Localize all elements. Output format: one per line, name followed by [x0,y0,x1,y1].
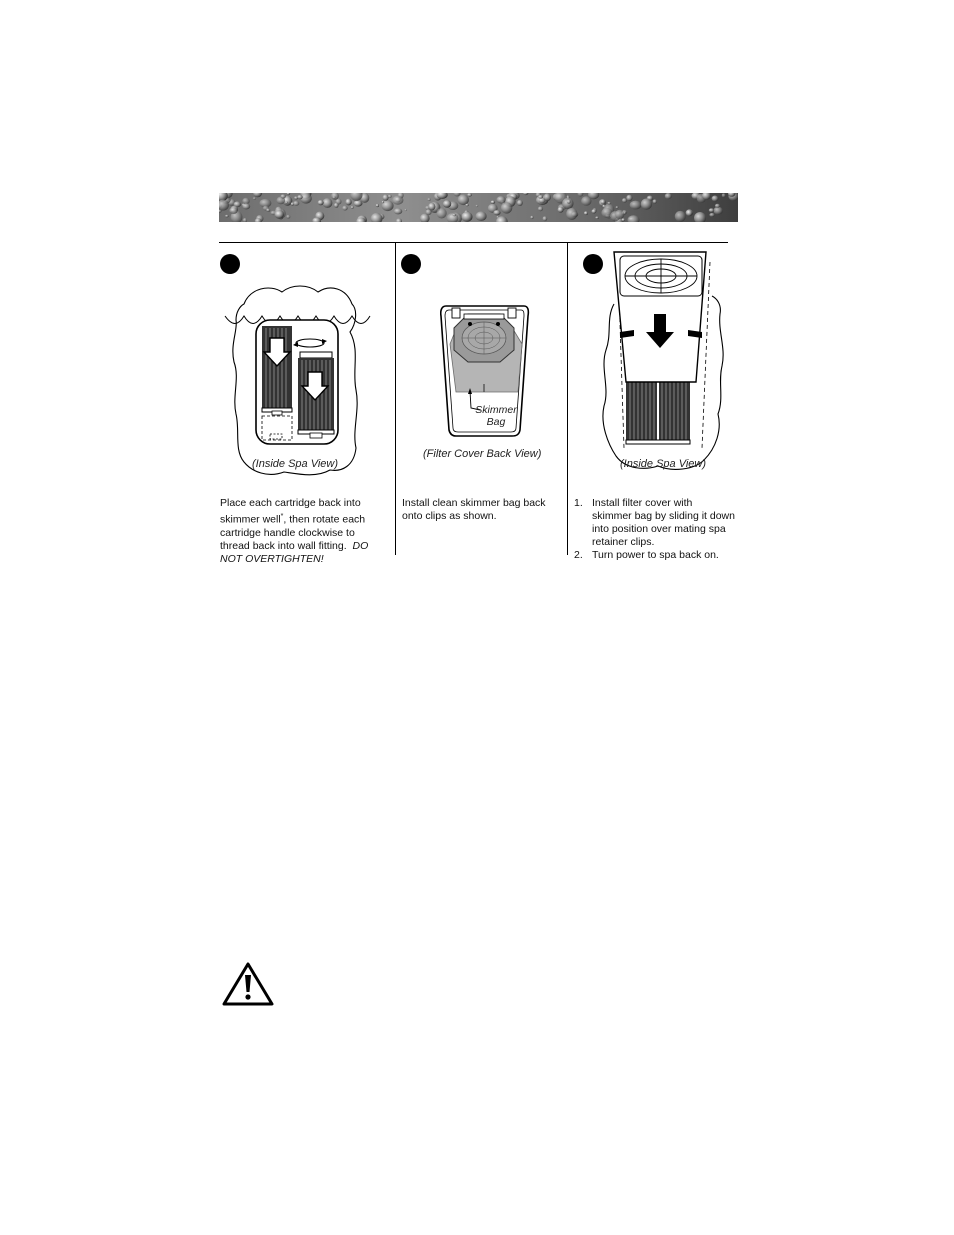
water-texture-image [219,193,738,222]
step-2-caption: (Filter Cover Back View) [423,448,542,460]
step-1-illustration [222,280,372,485]
step-3-instructions [574,497,742,562]
skimmer-bag-label: Skimmer Bag [475,404,517,428]
column-divider [395,242,396,555]
step-1-caption: (Inside Spa View) [252,458,339,470]
list-item: 2. Turn power to spa back on. [574,549,719,561]
step-1-instructions: Place each cartridge back into skimmer well*, then rotate each cartridge handle clockwise to thread back into wall fitting. DO NOT OVERTIGHTEN! [220,497,369,565]
header-banner [219,193,738,222]
step-3-illustration [598,248,728,484]
step-1-marker [220,254,240,274]
list-item: 1. Install filter cover with skimmer bag by sliding it down into position over mating spa retainer clips. [574,497,735,548]
warning-triangle-icon [222,961,274,1007]
column-divider [567,242,568,555]
step-2-marker [401,254,421,274]
top-rule [219,242,728,243]
step-2-instructions: Install clean skimmer bag back onto clips as shown. [402,497,546,522]
step-3-caption: (Inside Spa View) [620,458,707,470]
